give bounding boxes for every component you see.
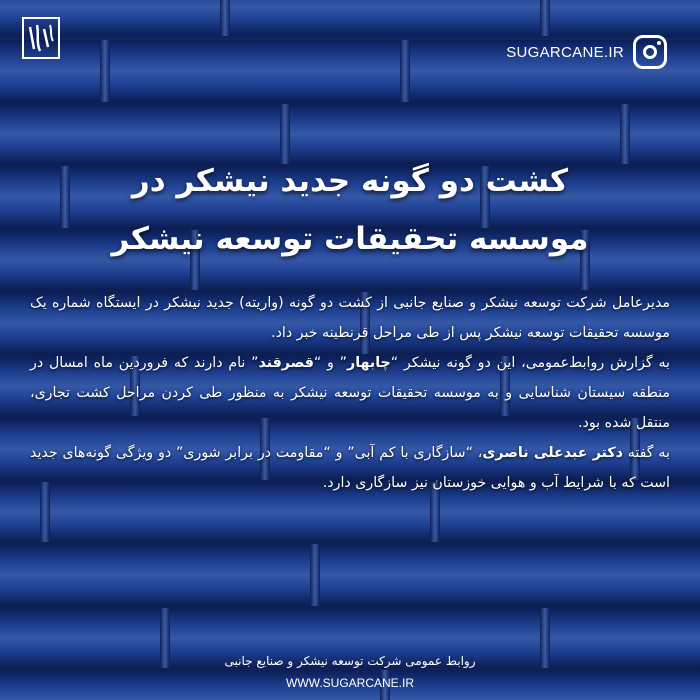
body-paragraph-1: مدیرعامل شرکت توسعه نیشکر و صنایع جانبی از کشت دو گونه (واریته) جدید نیشکر در ایستگاه شماره یک موسسه تحقیقات توسعه نیشکر پس از طی مراحل قرنطینه خبر داد. (30, 295, 670, 341)
variety-name-chabahar: چابهار (347, 355, 391, 371)
footer-org: روابط عمومی شرکت توسعه نیشکر و صنایع جانبی (224, 654, 476, 668)
post-title (20, 152, 680, 268)
title-line-2: موسسه تحقیقات توسعه نیشکر (111, 221, 589, 257)
body-paragraph-3: به گفته دکتر عبدعلی ناصری، “سازگاری با کم آبی” و “مقاومت در برابر شوری” دو ویژگی گونه‌های جدید است که با شرایط آب و هوایی خوزستان نیز سازگاری دارد. (30, 445, 670, 491)
sugarcane-logo-icon (22, 17, 60, 59)
variety-name-ghasrghand: قصرقند (258, 355, 314, 371)
post-body (30, 288, 670, 498)
title-line-1: کشت دو گونه جدید نیشکر در (131, 163, 569, 199)
body-paragraph-2: به گزارش روابط‌عمومی، این دو گونه نیشکر “چابهار” و “قصرقند” نام دارند که فروردین ماه امسال در منطقه سیستان شناسایی و به موسسه تحقیقات توسعه نیشکر به منظور طی کردن مراحل کشت تجاری، منتقل شده بود. (30, 355, 670, 431)
person-name: دکتر عبدعلی ناصری (482, 445, 623, 461)
instagram-icon[interactable] (633, 35, 667, 69)
website-label[interactable]: SUGARCANE.IR (506, 44, 624, 61)
footer-website[interactable]: WWW.SUGARCANE.IR (286, 676, 414, 690)
